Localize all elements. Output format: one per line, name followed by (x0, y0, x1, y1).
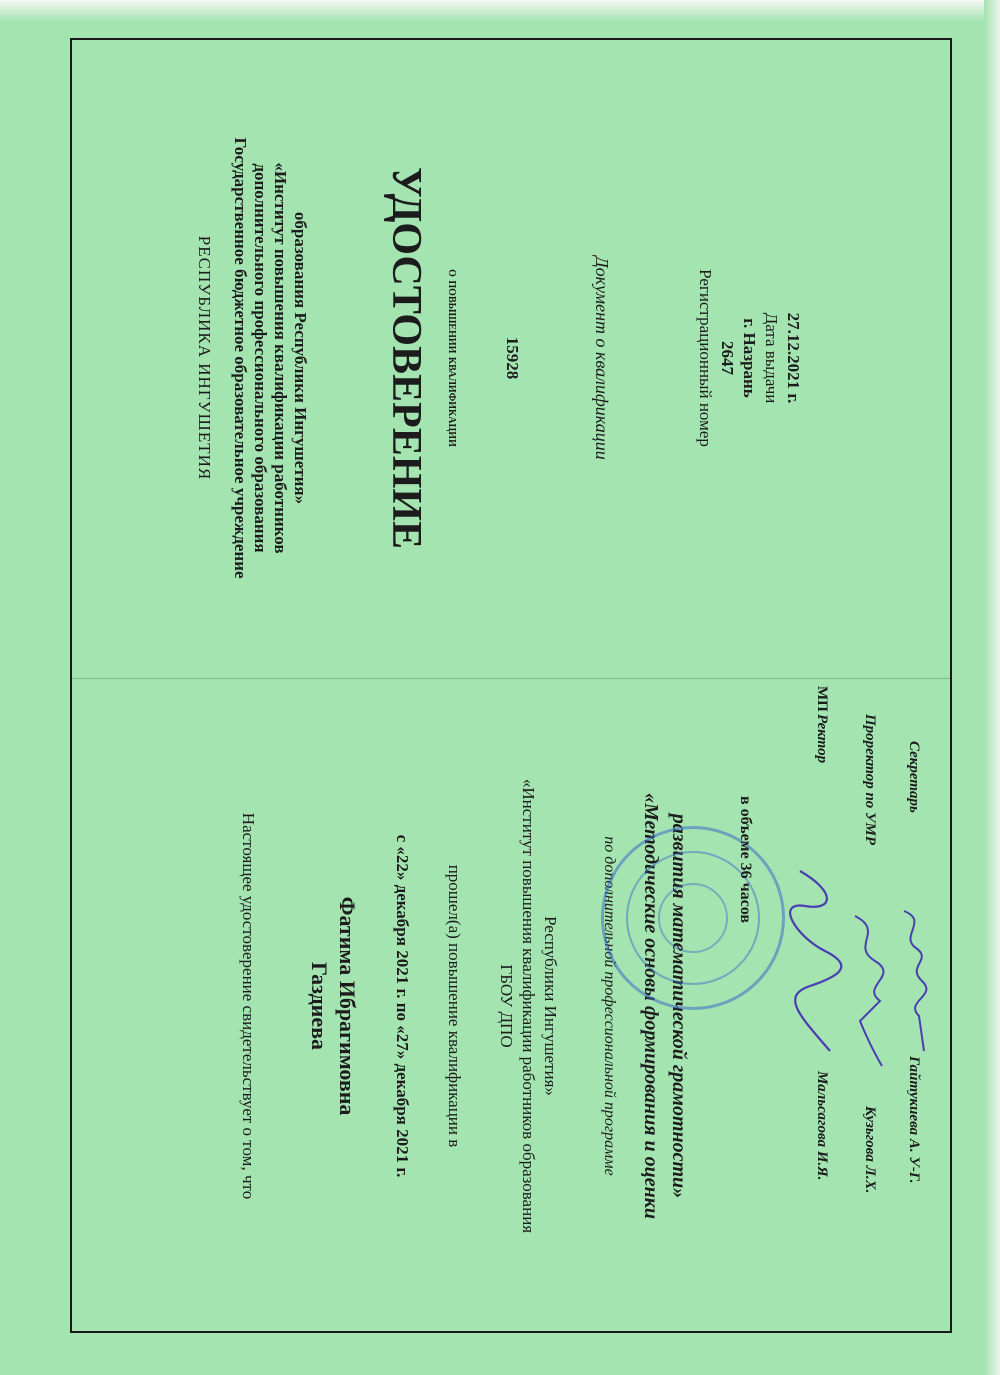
seal-place-label: МП (814, 686, 830, 712)
issue-date: 27.12.2021 г. (784, 312, 803, 404)
course-dates: с «22» декабря 2021 г. по «27» декабря 2021 г. (393, 834, 412, 1178)
certificate (70, 38, 940, 1333)
organization-line-1: «Институт повышения квалификации работников образования (519, 778, 538, 1234)
registration-label: Регистрационный номер (696, 269, 715, 447)
certificate-number: 15928 (503, 336, 522, 380)
secretary-signature (894, 906, 934, 1056)
rector-signature (785, 866, 845, 1056)
seal-emblem (658, 883, 728, 953)
institution-line-2: дополнительного профессионального образования (251, 163, 270, 553)
paper-top-edge (0, 0, 1000, 22)
rector-role: Ректор (814, 714, 830, 764)
passed-text: прошел(а) повышение квалификации в (445, 864, 464, 1148)
certificate-title: УДОСТОВЕРЕНИЕ (383, 166, 429, 550)
vice-rector-role: Проректор по УМР (862, 714, 878, 845)
program-label: по дополнительной профессиональной программе (601, 836, 618, 1176)
intro-text: Настоящее удостоверение свидетельствует о том, что (239, 812, 258, 1200)
program-title-line-1: «Методические основы формирования и оценки (640, 792, 662, 1220)
recipient-surname: Газдиева (307, 962, 332, 1050)
organization-short: ГБОУ ДПО (497, 964, 516, 1048)
institution-line-3: «Институт повышения квалификации работников (271, 162, 290, 554)
program-title-line-2: развития математической грамотности» (668, 813, 690, 1199)
registration-number: 2647 (718, 341, 737, 375)
secretary-role: Секретарь (906, 741, 922, 813)
hours: в объеме 36 часов (737, 796, 754, 924)
issue-date-label: Дата выдачи (762, 312, 781, 404)
rector-name: Мальсагова И.Я. (814, 1071, 830, 1181)
paper-right-edge (984, 0, 1000, 1375)
cover-panel (70, 38, 940, 678)
official-seal (601, 826, 785, 1010)
secretary-name: Гайтукиева А. У-Г. (906, 1056, 922, 1184)
content-panel (70, 686, 940, 1326)
institution-line-1: Государственное бюджетное образовательное учреждение (231, 137, 250, 579)
vice-rector-name: Кузьгова Л.Х. (862, 1106, 878, 1194)
recipient-name: Фатима Ибрагимовна (335, 896, 360, 1116)
document-type: Документ о квалификации (592, 256, 612, 460)
institution-line-4: образования Республики Ингушетия» (291, 211, 310, 505)
city: г. Назрань (740, 318, 759, 398)
vice-rector-signature (845, 911, 890, 1071)
organization-line-2: Республики Ингушетия» (541, 916, 560, 1096)
republic-heading: РЕСПУБЛИКА ИНГУШЕТИЯ (195, 235, 214, 481)
certificate-subtitle: о повышении квалификации (445, 269, 460, 447)
